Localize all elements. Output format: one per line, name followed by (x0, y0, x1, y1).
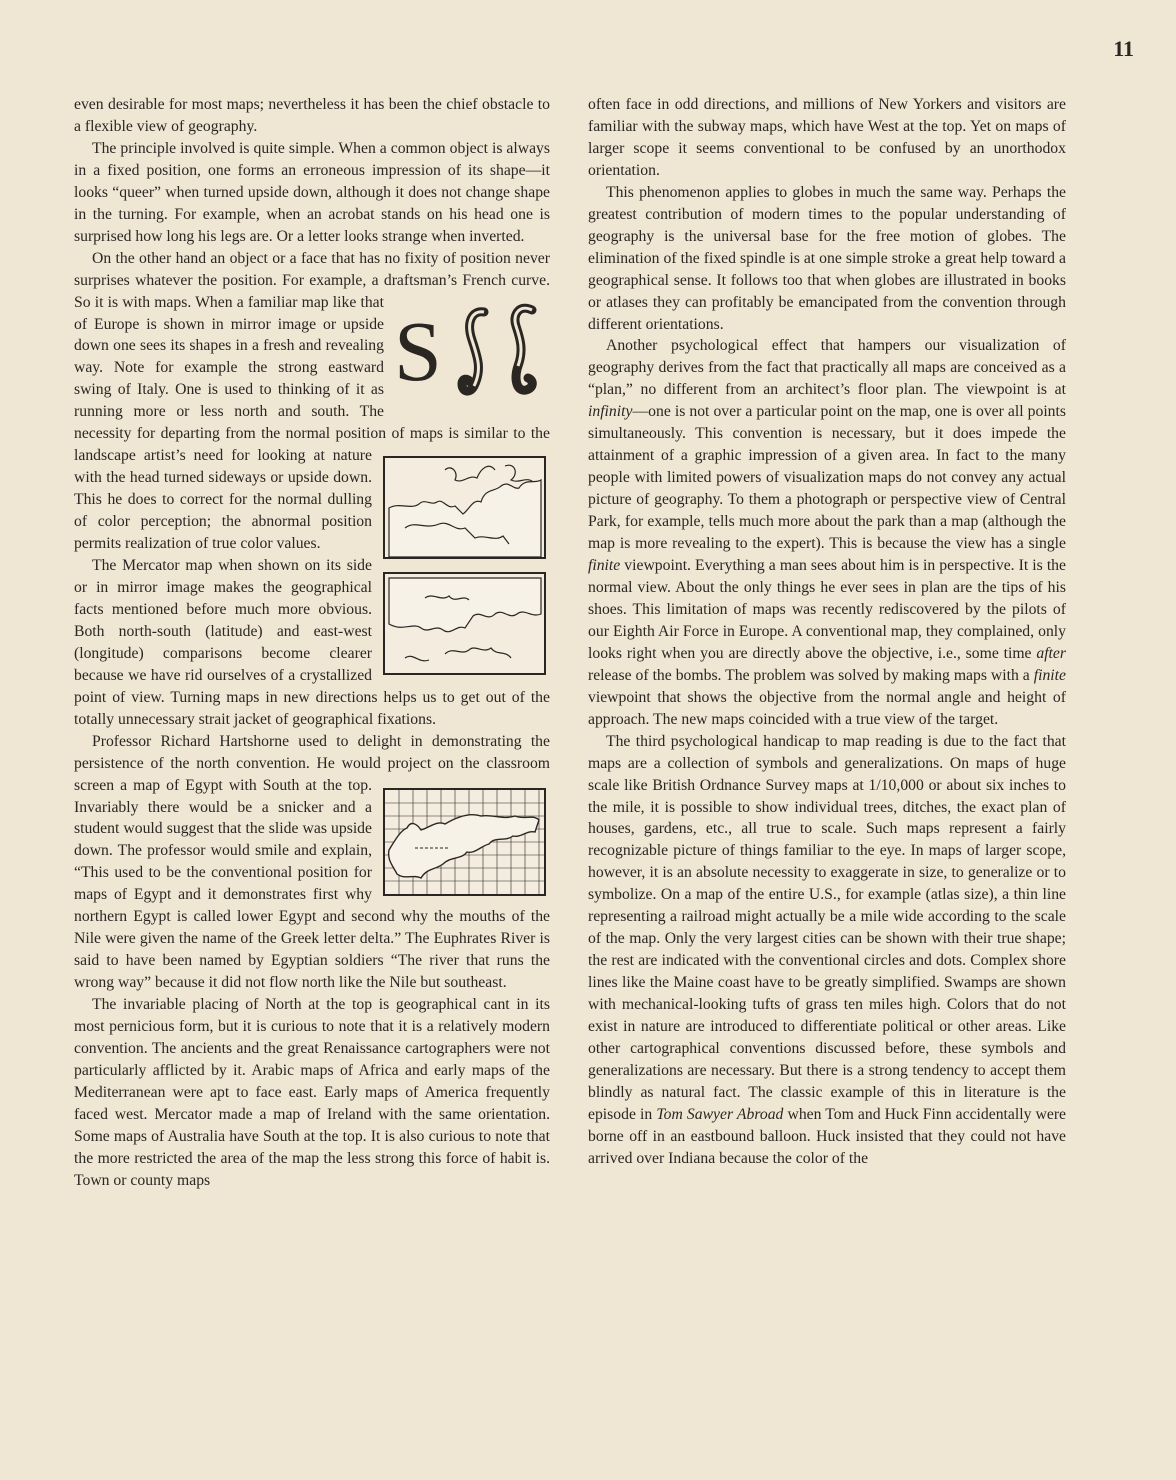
french-curve-figure (392, 300, 552, 400)
map-europe-mirror-icon (385, 458, 544, 557)
page-number: 11 (1113, 36, 1134, 61)
left-paragraph-1: even desirable for most maps; nevertheless it has been the chief obstacle to a flexible view of geography. (74, 96, 550, 135)
right-paragraph-1: often face in odd directions, and millions of New Yorkers and visitors are familiar with the subway maps, which have West at the top. Yet on maps of larger scope it seems conventional to be confused by an unorthodox orientation. (588, 96, 1066, 179)
right-paragraph-3: Another psychological effect that hampers our visualization of geography derives from the fact that practically all maps are conceived as a “plan,” no different from an architect’s floor plan. The viewpoint is at infinity—one is not over a particular point on the map, one is over all points simultaneously. This convention is necessary, but it does impede the attainment of a graphic impression of a given area. In fact to the many people with limited powers of visualization maps do not convey any actual picture of geography. To them a photograph or perspective view of Central Park, for example, tells much more about the park than a map (although the map is more revealing to the expert). This is because the view has a single finite viewpoint. Everything a man sees about him is in perspective. It is the normal view. About the only things he ever sees in plan are the tips of his shoes. This limitation of maps was recently rediscovered by the pilots of our Eighth Air Force in Europe. A conventional map, they complained, only looks right when you are directly above the objective, i.e., some time after release of the bombs. The problem was solved by making maps with a finite viewpoint that shows the objective from the normal angle and height of approach. The new maps coincided with a true view of the target. (588, 337, 1066, 728)
left-paragraph-2: The principle involved is quite simple. When a common object is always in a fixed position, one forms an erroneous impression of its shape—it looks “queer” when turned upside down, although it does not change shape in the turning. For example, when an acrobat stands on his head one is surprised how long his legs are. Or a letter looks strange when inverted. (74, 139, 550, 245)
map-europe-inverted-icon (385, 574, 544, 673)
right-paragraph-2: This phenomenon applies to globes in much the same way. Perhaps the greatest contribution of modern times to the popular understanding of geography is the universal base for the free motion of globes. The elimination of the fixed spindle is at one simple stroke a great help toward a geographical sense. It follows too that when globes are illustrated in books or atlases they can profitably be emancipated from the convention through different orientations. (588, 183, 1066, 333)
map-mercator-grid-icon (385, 790, 544, 894)
mercator-map-figure (383, 788, 546, 896)
french-curve-icon (392, 300, 552, 400)
europe-map-mirror-figure (383, 456, 546, 559)
left-paragraph-4: The Mercator map when shown on its side or in mirror image makes the geographical facts mentioned before much more obvious. Both north-south (latitude) and east-west (longitude) comparisons become clearer because we have rid ourselves of a crystallized point of view. Turning maps in new directions helps us to get out of the totally unnecessary strait jacket of geographical fixations. (74, 557, 550, 728)
left-paragraph-5: Professor Richard Hartshorne used to delight in demonstrating the persistence of the north convention. He would project on the classroom screen a map of Egypt with South at the top. Invariably there would be a snicker and a student would suggest that the slide was upside down. The professor would smile and explain, “This used to be the conventional position for maps of Egypt and it demonstrates first why northern Egypt is called lower Egypt and second why the mouths of the Nile were given the name of the Greek letter delta.” The Euphrates River is said to have been named by Egyptian soldiers “The river that runs the wrong way” because it did not flow north like the Nile but southeast. (74, 732, 550, 992)
svg-text:S: S (394, 303, 442, 399)
left-paragraph-6: The invariable placing of North at the top is geographical cant in its most pernicious form, but it is curious to note that it is a relatively modern convention. The ancients and the great Renaissance cartographers were not particularly afflicted by it. Arabic maps of Africa and early maps of the Mediterranean were apt to face east. Early maps of America frequently faced west. Mercator made a map of Ireland with the same orientation. Some maps of Australia have South at the top. It is also curious to note that the more restricted the area of the map the less strong this force of habit is. Town or county maps (74, 996, 550, 1189)
right-column (588, 94, 1066, 1170)
right-paragraph-4: The third psychological handicap to map reading is due to the fact that maps are a collection of symbols and generalizations. On maps of huge scale like British Ordnance Survey maps at 1/10,000 or about six inches to the mile, it is possible to show individual trees, ditches, the exact plan of houses, gardens, etc., all true to scale. Such maps represent a fairly recognizable picture of things familiar to the eye. In maps of larger scope, however, it is an absolute necessity to exaggerate in size, to generalize or to symbolize. On a map of the entire U.S., for example (atlas size), a thin line representing a railroad might actually be a mile wide according to the scale of the map. Only the very largest cities can be shown with their true shape; the rest are indicated with the conventional circles and dots. Complex shore lines like the Maine coast have to be greatly simplified. Swamps are shown with mechanical-looking tufts of grass ten miles high. Colors that do not exist in nature are introduced to differentiate political or other areas. Like other cartographical conventions discussed before, these symbols and generalizations are necessary. But there is a strong tendency to accept them blindly as natural fact. The classic example of this in literature is the episode in Tom Sawyer Abroad when Tom and Huck Finn accidentally were borne off in an eastbound balloon. Huck insisted that they could not have arrived over Indiana because the color of the (588, 732, 1067, 1167)
europe-map-upside-down-figure (383, 572, 546, 675)
left-paragraph-3: On the other hand an object or a face that has no fixity of position never surprises whatever the position. For example, a draftsman’s French curve. So it is with maps. When a familiar map like that of Europe is shown in mirror image or upside down one sees its shapes in a fresh and revealing way. Note for example the strong eastward swing of Italy. One is used to thinking of it as running more or less north and south. The necessity for departing from the normal position of maps is similar to the landscape artist’s need for looking at nature with the head turned sideways or upside down. This he does to correct for the normal dulling of color perception; the abnormal position permits realization of true color values. (74, 249, 550, 553)
